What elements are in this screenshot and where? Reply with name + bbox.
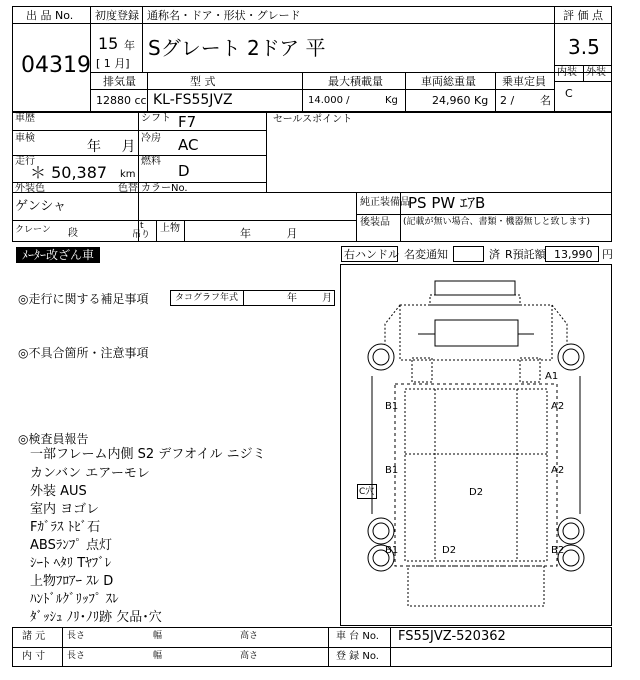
shift-label: シフト: [141, 113, 171, 124]
damage-mark: B2: [551, 545, 565, 556]
handle-value: 右ハンドル: [344, 248, 399, 261]
inspector-line: 外装 AUS: [30, 484, 87, 499]
damage-mark: B1: [385, 545, 399, 556]
recycle-amount: 13,990: [554, 248, 593, 261]
inspector-line: 上物ﾌﾛｱｰ ｽﾚ D: [30, 574, 114, 589]
damage-mark: D2: [469, 487, 484, 498]
capacity-value: 2 /: [500, 94, 515, 107]
damage-mark: A1: [545, 371, 559, 382]
width-label: 幅: [153, 651, 163, 661]
aftermarket-label: 後装品: [360, 217, 390, 228]
type-label: 型 式: [190, 75, 216, 88]
length-label: 長さ: [67, 631, 86, 641]
tacho-date: 年 月: [287, 293, 333, 304]
damage-mark: A2: [551, 401, 565, 412]
inspector-line: ﾊﾝﾄﾞﾙｸﾞﾘｯﾌﾟ ｽﾚ: [30, 592, 119, 607]
width-label: 幅: [153, 631, 163, 641]
equip-label: 純正装備品: [360, 197, 410, 208]
score-value: 3.5: [568, 35, 600, 59]
damage-mark: B1: [385, 401, 399, 412]
crane-hang: 吊り: [132, 230, 151, 240]
driving-notes-title: ◎走行に関する補足事項: [18, 292, 149, 306]
length-label: 長さ: [67, 651, 86, 661]
interior-label: 内装: [557, 67, 577, 78]
gross-weight-value: 24,960 Kg: [432, 94, 489, 107]
inspector-line: Fｶﾞﾗｽ ﾄﾋﾞ石: [30, 520, 101, 535]
inspector-line: 室内 ヨゴレ: [30, 502, 100, 517]
model-name-label: 通称名・ドア・形状・グレード: [147, 9, 301, 22]
shift-value: F7: [178, 113, 197, 131]
inspector-line: ﾀﾞｯｼｭ ﾉﾘ･ﾉﾘ跡 欠品･穴: [30, 610, 162, 625]
chassis-number: FS55JVZ-520362: [398, 629, 506, 644]
capacity-unit: 名: [540, 94, 551, 107]
mileage-unit: km: [120, 169, 136, 180]
interior-dims-label: 内 寸: [22, 651, 46, 662]
displacement-label: 排気量: [103, 75, 136, 88]
crane-label: クレーン: [15, 225, 51, 235]
ac-value: AC: [178, 136, 199, 154]
ac-label: 冷房: [141, 133, 161, 144]
type-code: KL-FS55JVZ: [153, 92, 233, 108]
capacity-label: 乗車定員: [502, 75, 546, 88]
inspection-label: 車検: [15, 133, 35, 144]
equip-value: PS PW ｴｱB: [408, 194, 486, 212]
history-label: 車歴: [15, 113, 35, 124]
bed-date: 年 月: [240, 227, 298, 240]
first-reg-year-unit: 年: [124, 39, 135, 52]
lot-label: 出 品 No.: [26, 9, 74, 22]
inspector-title: ◎検査員報告: [18, 432, 89, 446]
first-reg-year: 15: [98, 34, 119, 53]
crane-stage: 段: [68, 228, 78, 239]
aftermarket-note: (記載が無い場合、書類・機器無しと致します): [403, 217, 591, 227]
recycle-prefix: 済: [489, 248, 500, 261]
max-load-label: 最大積載量: [328, 75, 383, 88]
truck-outline-svg: [340, 264, 612, 626]
color-change-label: 色替: [118, 183, 138, 194]
exterior-label: 外装: [586, 67, 606, 78]
damage-mark: B1: [385, 465, 399, 476]
chassis-label: 車 台 No.: [336, 631, 379, 642]
model-name: Sグレート 2ドア 平: [148, 36, 326, 60]
inspector-line: カンバン エアーモレ: [30, 466, 150, 481]
crane-ton: t: [140, 221, 144, 231]
max-load-value: 14.000 /: [308, 95, 350, 106]
mileage-label: 走行: [15, 156, 35, 167]
fuel-value: D: [178, 162, 190, 180]
damage-mark: A2: [551, 465, 565, 476]
first-reg-label: 初度登録: [95, 9, 139, 22]
height-label: 高さ: [240, 631, 259, 641]
registration-label: 登 録 No.: [336, 651, 379, 662]
recycle-label: R預託額: [505, 248, 546, 261]
defects-title: ◎不具合箇所・注意事項: [18, 346, 149, 360]
mileage-value: ＊ 50,387: [30, 163, 108, 182]
name-change-label: 名変通知: [404, 248, 448, 261]
color-label: 外装色: [15, 183, 45, 194]
interior-grade: C: [565, 87, 573, 100]
first-reg-month: [ 1 月]: [96, 57, 130, 70]
max-load-unit: Kg: [385, 95, 398, 106]
gross-weight-label: 車両総重量: [421, 75, 476, 88]
damage-mark: D2: [442, 545, 457, 556]
score-label: 評 価 点: [563, 9, 603, 22]
displacement-value: 12880 cc: [96, 94, 147, 107]
inspector-line: ABSﾗﾝﾌﾟ 点灯: [30, 538, 112, 553]
tacho-label: タコグラフ年式: [175, 293, 239, 303]
dims-label: 諸 元: [22, 631, 46, 642]
name-change-box: [453, 246, 484, 262]
lot-number: 04319: [21, 53, 91, 78]
odometer-tampered-badge: ﾒｰﾀｰ改ざん車: [16, 247, 100, 263]
fuel-label: 燃料: [141, 156, 161, 167]
sales-point-label: セールスポイント: [273, 114, 353, 125]
color-value: ゲンシャ: [15, 199, 67, 214]
damage-mark: C穴: [359, 487, 375, 497]
recycle-unit: 円: [602, 248, 613, 261]
inspector-line: 一部フレーム内側 S2 デフオイル ニジミ: [30, 447, 266, 462]
height-label: 高さ: [240, 651, 259, 661]
bed-label: 上物: [160, 223, 180, 234]
inspection-date: 年 月: [87, 139, 136, 155]
inspector-line: ｼｰﾄ ﾍﾀﾘ Tﾔﾌﾞﾚ: [30, 556, 112, 571]
color-no-label: カラーNo.: [141, 183, 188, 194]
